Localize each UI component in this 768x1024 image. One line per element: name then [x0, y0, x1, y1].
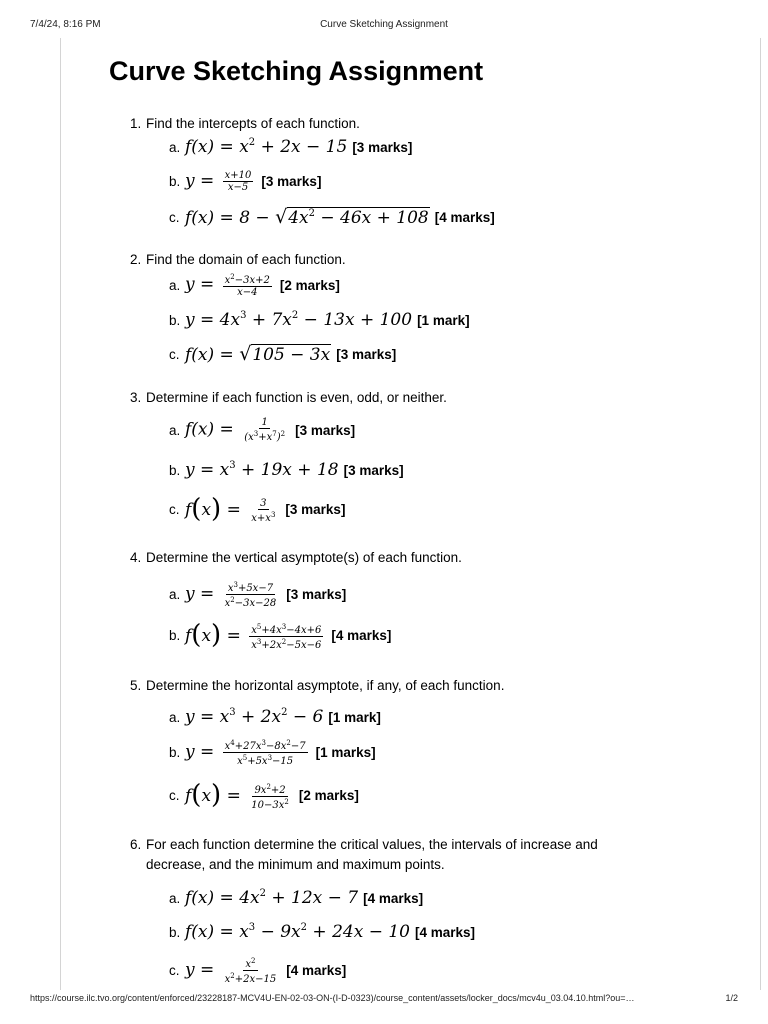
question-5b — [169, 737, 376, 767]
question-text: Find the intercepts of each function. — [146, 116, 360, 131]
print-page-number: 1/2 — [725, 993, 738, 1003]
equation: $f(x) = x^2 + 2x - 15$ — [185, 137, 348, 157]
marks: [3 marks] — [295, 422, 356, 438]
question-number: 6. — [130, 837, 142, 852]
part-label: a. — [169, 709, 181, 725]
marks: [2 marks] — [279, 277, 340, 293]
part-label: a. — [169, 586, 181, 602]
part-label: a. — [169, 277, 181, 293]
part-label: c. — [169, 962, 180, 978]
part-label: b. — [169, 462, 181, 478]
marks: [3 marks] — [336, 346, 397, 362]
marks: [3 marks] — [352, 139, 413, 155]
marks: [4 marks] — [286, 962, 347, 978]
equation: f(x) = $\frac{1}{(x^3+x^7)^2}$ — [185, 417, 286, 443]
equation: $f(x) = 4x^2 + 12x - 7$ — [185, 888, 359, 908]
question-6c — [169, 955, 346, 985]
question-5c — [169, 780, 359, 810]
marks: [3 marks] — [285, 501, 346, 517]
part-label: a. — [169, 422, 181, 438]
question-3c — [169, 494, 345, 524]
marks: [4 marks] — [414, 924, 476, 940]
question-1a — [169, 132, 412, 162]
question-number: 2. — [130, 252, 142, 267]
marks: [3 marks] — [343, 462, 404, 478]
equation: f(x) = $\frac{9x^2+2}{10-3x^2}$ — [185, 779, 289, 811]
question-3b — [169, 455, 404, 485]
marks: [2 marks] — [298, 787, 359, 803]
equation: y = $\frac{x^2}{x^2+2x-15}$ — [185, 956, 277, 985]
marks: [3 marks] — [261, 173, 322, 189]
part-label: c. — [169, 787, 180, 803]
marks: [1 marks] — [315, 744, 376, 760]
equation: y = $\frac{x^2-3x+2}{x-4}$ — [185, 273, 270, 298]
part-label: c. — [169, 501, 180, 517]
page-border-right — [760, 38, 761, 990]
equation: $y = x^3 + 2x^2 - 6$ — [185, 707, 324, 727]
equation: f(x) = √ 105 − 3x — [185, 343, 331, 365]
question-4b — [169, 620, 391, 650]
question-number: 5. — [130, 678, 142, 693]
question-2c — [169, 339, 396, 369]
equation: y = $\frac{x^4+27x^3-8x^2-7}{x^5+5x^3-15}$ — [185, 738, 306, 767]
equation: $y = x^3 + 19x + 18$ — [185, 460, 339, 480]
part-label: a. — [169, 139, 181, 155]
part-label: b. — [169, 924, 181, 940]
question-text: For each function determine the critical values, the intervals of increase and decrease, and the minimum and maximum points. — [146, 837, 598, 872]
question-number: 1. — [130, 116, 142, 131]
question-3a — [169, 415, 355, 445]
equation: $f(x) = x^3 - 9x^2 + 24x - 10$ — [185, 922, 410, 942]
equation: y = $\frac{x^3+5x-7}{x^2-3x-28}$ — [185, 580, 277, 609]
equation: f(x) = $\frac{3}{x+x^3}$ — [185, 494, 276, 524]
equation: y = $\frac{x+10}{x-5}$ — [185, 169, 252, 193]
marks: [3 marks] — [286, 586, 347, 602]
marks: [1 mark] — [417, 312, 470, 328]
question-text: Determine the horizontal asymptote, if any, of each function. — [146, 678, 505, 693]
marks: [4 marks] — [434, 209, 495, 225]
marks: [4 marks] — [363, 890, 424, 906]
question-number: 3. — [130, 390, 142, 405]
equation: f(x) = $\frac{x^5+4x^3-4x+6}{x^3+2x^2-5x-6}$ — [185, 619, 322, 651]
question-text: Find the domain of each function. — [146, 252, 346, 267]
equation: $y = 4x^3 + 7x^2 - 13x + 100$ — [185, 310, 413, 330]
part-label: b. — [169, 627, 181, 643]
question-1b — [169, 166, 321, 196]
question-1c — [169, 202, 495, 232]
part-label: b. — [169, 173, 181, 189]
question-number: 4. — [130, 550, 142, 565]
part-label: b. — [169, 744, 181, 760]
question-2a — [169, 270, 340, 300]
question-6b — [169, 917, 475, 947]
question-6a — [169, 883, 423, 913]
question-text: Determine if each function is even, odd, or neither. — [146, 390, 447, 405]
question-text: Determine the vertical asymptote(s) of each function. — [146, 550, 462, 565]
question-5a — [169, 702, 381, 732]
part-label: a. — [169, 890, 181, 906]
question-4a — [169, 579, 346, 609]
marks: [4 marks] — [331, 627, 392, 643]
print-datetime: 7/4/24, 8:16 PM — [30, 19, 101, 30]
print-url: https://course.ilc.tvo.org/content/enforced/23228187-MCV4U-EN-02-03-ON-(I-D-0323)/course_content/assets/locker_docs/mcv4u_03.04.10.html?ou=… — [30, 993, 635, 1003]
print-page-title: Curve Sketching Assignment — [320, 19, 448, 30]
part-label: c. — [169, 209, 180, 225]
equation: f(x) = 8 − √ $4x^2 - 46x + 108$ — [185, 206, 429, 228]
question-2b — [169, 305, 470, 335]
part-label: b. — [169, 312, 181, 328]
part-label: c. — [169, 346, 180, 362]
page-border-left — [60, 38, 61, 990]
page-title: Curve Sketching Assignment — [109, 56, 484, 86]
marks: [1 mark] — [328, 709, 381, 725]
